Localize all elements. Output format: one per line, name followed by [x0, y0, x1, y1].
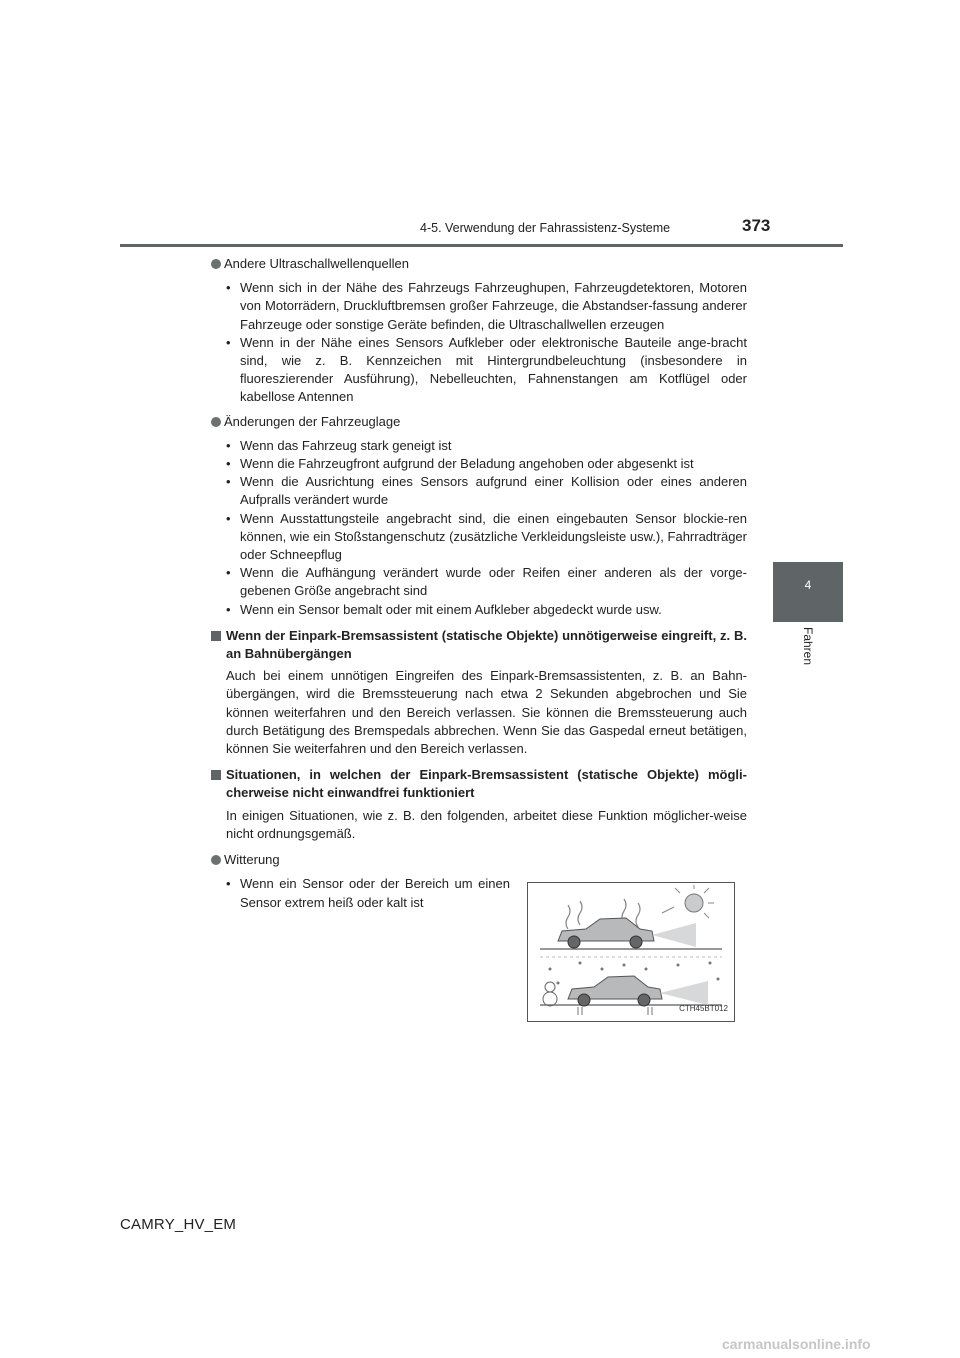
bullet-heading [210, 413, 747, 431]
square-bullet-icon [211, 631, 221, 641]
watermark-link[interactable]: carmanualsonline.info [722, 1336, 871, 1352]
page-number: 373 [742, 216, 771, 235]
weather-section [210, 875, 747, 1025]
list-item: • Wenn sich in der Nähe des Fahrzeugs Fahrzeughupen, Fahrzeugdetektoren, Motoren von Motorrädern, Druckluftbremsen großer Fahrzeuge, die Abstandser-fassung anderer Fahrzeuge oder sonstige Geräte befinden, die Ultraschallwellen erzeugen [226, 280, 747, 332]
list-item: • Wenn Ausstattungsteile angebracht sind, die einen eingebauten Sensor blockie-ren können, wie ein Stoßstangenschutz (zusätzliche Verkleidungsleiste usw.), Fahrradträger oder Schneepflug [226, 510, 747, 563]
list-item: • Wenn die Ausrichtung eines Sensors aufgrund einer Kollision oder eines anderen Aufpralls verändert wurde [226, 474, 747, 508]
model-code: CAMRY_HV_EM [120, 1216, 237, 1233]
bullet-mark: • [226, 565, 231, 581]
bullet-heading [210, 851, 747, 869]
weather-text [210, 875, 510, 911]
sub-list [210, 279, 747, 406]
bullet-mark: • [226, 437, 231, 453]
bullet-mark: • [226, 456, 231, 472]
page-content [210, 255, 747, 1025]
heat-wave-icon [636, 903, 640, 927]
paragraph: Auch bei einem unnötigen Eingreifen des Einpark-Bremsassistenten, z. B. an Bahn-übergängen, wird die Bremssteuerung nach etwa 2 Sekunden abgebrochen und Sie können weiterfahren und den Bereich verlassen. Sie können die Bremssteuerung auch durch Betätigung des Bremspedals abbrechen. Wenn Sie das Gaspedal erneut betätigen, können Sie weiterfahren und den Bereich verlassen. [226, 668, 747, 757]
section-title: 4-5. Verwendung der Fahrassistenz-Systeme [420, 221, 671, 235]
bullet-mark: • [226, 280, 231, 296]
sub-list [210, 437, 747, 619]
bullet-mark: • [226, 876, 231, 892]
section-heading: Situationen, in welchen der Einpark-Bremsassistent (statische Objekte) mögli-cherweise nicht einwandfrei funktioniert [210, 766, 747, 802]
sun-icon [685, 894, 703, 912]
bullet-mark: • [226, 510, 231, 526]
list-item: • Wenn ein Sensor bemalt oder mit einem Aufkleber abgedeckt wurde usw. [210, 601, 747, 619]
bullet-mark: • [226, 474, 231, 490]
bullet-mark: • [226, 601, 231, 617]
square-bullet-icon [211, 770, 221, 780]
car-icon [568, 976, 662, 1006]
chapter-tab [773, 562, 843, 622]
list-item: • Wenn die Fahrzeugfront aufgrund der Beladung angehoben oder abgesenkt ist [210, 455, 747, 473]
bullet-title: Witterung [224, 852, 280, 868]
weather-illustration [527, 882, 735, 1022]
bullet-mark: • [226, 334, 231, 350]
sensor-beam-icon [652, 923, 696, 947]
chapter-label-text: Fahren [801, 626, 815, 666]
list-item: • Wenn in der Nähe eines Sensors Aufkleber oder elektronische Bauteile ange-bracht sind, wie z. B. Kennzeichen mit Hintergrundbeleuchtung (insbesondere in fluoreszierender Ausführung), Nebelleuchten, Fahnenstangen am Kotflügel oder kabellose Antennen [226, 334, 747, 405]
heat-wave-icon [578, 901, 582, 925]
header-divider [120, 244, 843, 247]
chapter-number: 4 [804, 578, 812, 592]
ice-crack-icon [578, 1007, 652, 1015]
bullet-dot-icon [211, 417, 221, 427]
list-item: • Wenn das Fahrzeug stark geneigt ist [210, 437, 747, 455]
chapter-label [788, 624, 828, 684]
heat-wave-icon [566, 905, 570, 929]
bullet-dot-icon [211, 259, 221, 269]
bullet-heading [210, 255, 747, 273]
section-heading: Wenn der Einpark-Bremsassistent (statische Objekte) unnötigerweise eingreift, z. B. an Bahnübergängen [210, 627, 747, 663]
list-item: • Wenn die Aufhängung verändert wurde oder Reifen einer anderen als der vorge-gebenen Größe angebracht sind [226, 565, 747, 599]
bullet-dot-icon [211, 855, 221, 865]
car-icon [558, 918, 654, 948]
paragraph: In einigen Situationen, wie z. B. den folgenden, arbeitet diese Funktion möglicher-weise nicht ordnungsgemäß. [226, 807, 747, 841]
figure-code: CTH45BT012 [679, 1004, 728, 1014]
page-header [0, 0, 960, 250]
snowman-icon [543, 982, 557, 1006]
bullet-title: Änderungen der Fahrzeuglage [224, 413, 401, 429]
list-item: • Wenn ein Sensor oder der Bereich um einen Sensor extrem heiß oder kalt ist [226, 876, 510, 910]
bullet-title: Andere Ultraschallwellenquellen [224, 256, 409, 271]
